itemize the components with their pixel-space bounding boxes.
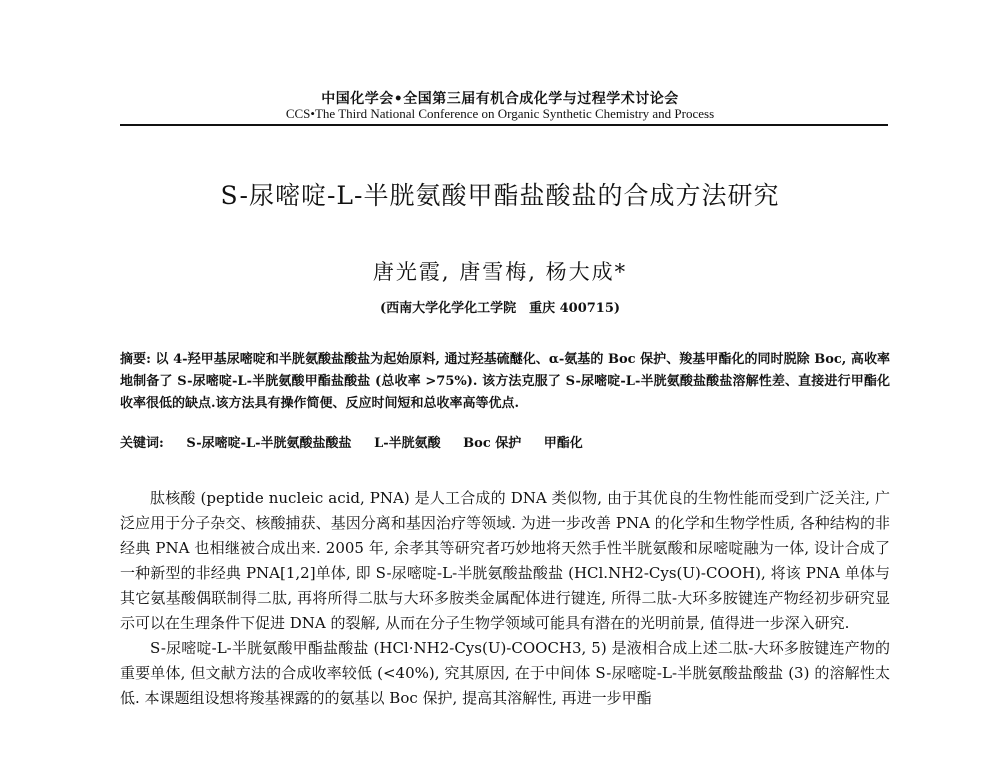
- authors: 唐光霞, 唐雪梅, 杨大成*: [372, 260, 628, 284]
- keyword-item: Boc 保护: [463, 436, 522, 451]
- conference-header-chinese: 中国化学会•全国第三届有机合成化学与过程学术讨论会: [321, 91, 679, 107]
- keywords-label: 关键词:: [120, 436, 164, 451]
- keyword-item: S-尿嘧啶-L-半胱氨酸盐酸盐: [186, 436, 352, 451]
- abstract-text: 以 4-羟甲基尿嘧啶和半胱氨酸盐酸盐为起始原料, 通过羟基硫醚化、α-氨基的 Boc 保护、羧基甲酯化的同时脱除 Boc, 高收率地制备了 S-尿嘧啶-L-半胱氨酸甲酯盐酸盐 (总收率 >75%). 该方法克服了 S-尿嘧啶-L-半胱氨酸盐酸盐溶解性差、直接进行甲酯化收率很低的缺点.该方法具有操作简便、反应时间短和总收率高等优点.: [120, 352, 890, 411]
- conference-header-english: CCS•The Third National Conference on Organic Synthetic Chemistry and Process: [285, 106, 715, 121]
- body-paragraph-1: 肽核酸 (peptide nucleic acid, PNA) 是人工合成的 DNA 类似物, 由于其优良的生物性能而受到广泛关注, 广泛应用于分子杂交、核酸捕获、基因分离和基因治疗等领域. 为进一步改善 PNA 的化学和生物学性质, 各种结构的非经典 PNA 也相继被合成出来. 2005 年, 余孝其等研究者巧妙地将天然手性半胱氨酸和尿嘧啶融为一体, 设计合成了一种新型的非经典 PNA[1,2]单体, 即 S-尿嘧啶-L-半胱氨酸盐酸盐 (HCl.NH2-Cys(U)-COOH), 将该 PNA 单体与其它氨基酸偶联制得二肽, 再将所得二肽与大环多胺类金属配体进行键连, 所得二肽-大环多胺键连产物经初步研究显示可以在生理条件下促进 DNA 的裂解, 从而在分子生物学领域可能具有潜在的光明前景, 值得进一步深入研究.: [120, 489, 890, 632]
- body-paragraph-2: S-尿嘧啶-L-半胱氨酸甲酯盐酸盐 (HCl·NH2-Cys(U)-COOCH3, 5) 是液相合成上述二肽-大环多胺键连产物的重要单体, 但文献方法的合成收率较低 (<40%), 究其原因, 在于中间体 S-尿嘧啶-L-半胱氨酸盐酸盐 (3) 的溶解性太低. 本课题组设想将羧基裸露的的氨基以 Boc 保护, 提高其溶解性, 再进一步甲酯: [120, 639, 890, 707]
- keywords: [120, 432, 890, 451]
- keyword-item: L-半胱氨酸: [374, 436, 441, 451]
- paper-title: S-尿嘧啶-L-半胱氨酸甲酯盐酸盐的合成方法研究: [220, 181, 780, 210]
- affiliation: (西南大学化学化工学院 重庆 400715): [379, 301, 621, 316]
- body-text: [120, 486, 890, 711]
- keyword-item: 甲酯化: [543, 436, 583, 451]
- header-rule: [120, 124, 888, 126]
- abstract: [120, 349, 890, 415]
- abstract-label: 摘要:: [120, 352, 151, 367]
